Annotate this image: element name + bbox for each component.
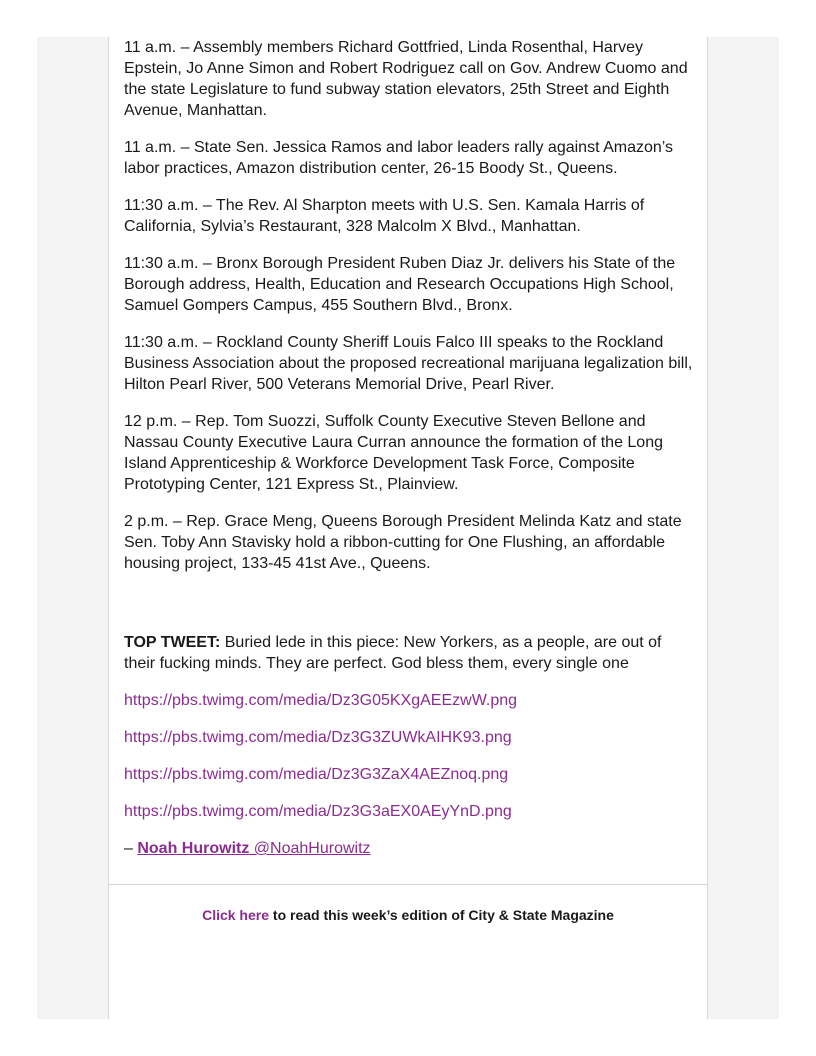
event-item: 11:30 a.m. – Rockland County Sheriff Louis Falco III speaks to the Rockland Business Association about the proposed recreational marijuana legalization bill, Hilton Pearl River, 500 Veterans Memorial Drive, Pearl River. xyxy=(124,334,693,393)
event-item: 12 p.m. – Rep. Tom Suozzi, Suffolk County Executive Steven Bellone and Nassau County Executive Laura Curran announce the formation of the Long Island Apprenticeship & Workforce Development Task Force, Composite Prototyping Center, 121 Express St., Plainview. xyxy=(124,413,663,493)
tweet-attribution xyxy=(124,838,694,859)
author-link[interactable]: Noah Hurowitz xyxy=(137,840,250,857)
footer-divider xyxy=(109,884,707,885)
tweet-image-link[interactable]: https://pbs.twimg.com/media/Dz3G3ZaX4AEZnoq.png xyxy=(124,766,509,783)
magazine-cta xyxy=(109,907,707,923)
author-handle-link[interactable]: @NoahHurowitz xyxy=(249,840,371,857)
event-item: 11:30 a.m. – The Rev. Al Sharpton meets with U.S. Sen. Kamala Harris of California, Sylvia’s Restaurant, 328 Malcolm X Blvd., Manhattan. xyxy=(124,197,645,235)
tweet-image-link[interactable]: https://pbs.twimg.com/media/Dz3G3aEX0AEyYnD.png xyxy=(124,803,512,820)
tweet-image-link[interactable]: https://pbs.twimg.com/media/Dz3G05KXgAEEzwW.png xyxy=(124,692,518,709)
attribution-dash: – xyxy=(124,840,138,857)
event-item: 11 a.m. – Assembly members Richard Gottfried, Linda Rosenthal, Harvey Epstein, Jo Anne Simon and Robert Rodriguez call on Gov. Andrew Cuomo and the state Legislature to fund subway station elevators, 25th Street and Eighth Avenue, Manhattan. xyxy=(124,39,688,119)
event-item: 2 p.m. – Rep. Grace Meng, Queens Borough President Melinda Katz and state Sen. Toby Ann Stavisky hold a ribbon-cutting for One Flushing, an affordable housing project, 133-45 41st Ave., Queens. xyxy=(124,513,682,572)
event-item: 11 a.m. – State Sen. Jessica Ramos and labor leaders rally against Amazon’s labor practices, Amazon distribution center, 26-15 Boody St., Queens. xyxy=(124,139,674,177)
newsletter-content xyxy=(124,37,694,875)
newsletter-card xyxy=(108,37,708,1019)
top-tweet-label: TOP TWEET: xyxy=(124,634,221,651)
tweet-image-link[interactable]: https://pbs.twimg.com/media/Dz3G3ZUWkAIHK93.png xyxy=(124,729,512,746)
section-spacer xyxy=(124,590,694,632)
top-tweet xyxy=(124,632,694,674)
cta-text: to read this week’s edition of City & State Magazine xyxy=(269,907,614,923)
click-here-link[interactable]: Click here xyxy=(202,907,270,923)
event-item: 11:30 a.m. – Bronx Borough President Ruben Diaz Jr. delivers his State of the Borough address, Health, Education and Research Occupations High School, Samuel Gompers Campus, 455 Southern Blvd., Bronx. xyxy=(124,255,676,314)
top-tweet-text: Buried lede in this piece: New Yorkers, as a people, are out of their fucking minds. They are perfect. God bless them, every single one xyxy=(124,634,662,672)
